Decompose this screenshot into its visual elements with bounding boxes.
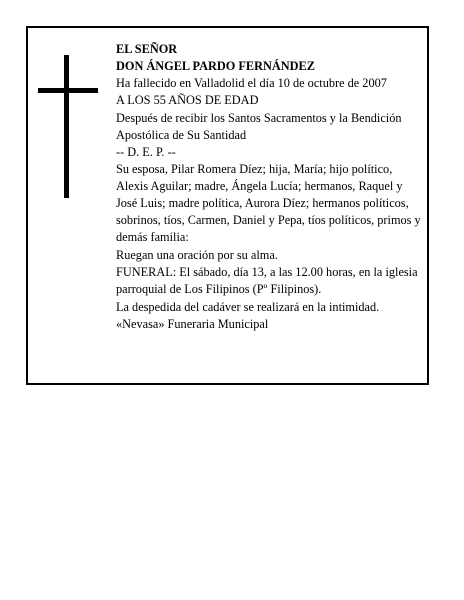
funeral-home: «Nevasa» Funeraria Municipal [116,317,269,331]
notice-text [116,41,422,333]
family-text: Su esposa, Pilar Romera Díez; hija, María; hijo político, Alexis Aguilar; madre, Ángela Lucía; hermanos, Raquel y José Luis; madre política, Aurora Díez; hermanos políticos, sobrinos, tíos, Carmen, Daniel y Pepa, tíos políticos, primos y demás familia: [116,162,421,244]
funeral-text: FUNERAL: El sábado, día 13, a las 12.00 horas, en la iglesia parroquial de Los Filipinos (Pº Filipinos). [116,265,418,296]
farewell-text: La despedida del cadáver se realizará en la intimidad. [116,300,380,314]
cross-vertical-bar [64,55,69,198]
obituary-notice [26,26,429,385]
death-info: Ha fallecido en Valladolid el día 10 de octubre de 2007 [116,76,387,90]
sacraments-text: Después de recibir los Santos Sacramentos y la Bendición Apostólica de Su Santidad [116,111,402,142]
title-line-1: EL SEÑOR [116,42,178,56]
cross-icon [38,55,98,198]
dep-text: -- D. E. P. -- [116,145,176,159]
cross-horizontal-bar [38,88,98,93]
prayer-text: Ruegan una oración por su alma. [116,248,278,262]
deceased-name: DON ÁNGEL PARDO FERNÁNDEZ [116,59,315,73]
age-info: A LOS 55 AÑOS DE EDAD [116,93,259,107]
